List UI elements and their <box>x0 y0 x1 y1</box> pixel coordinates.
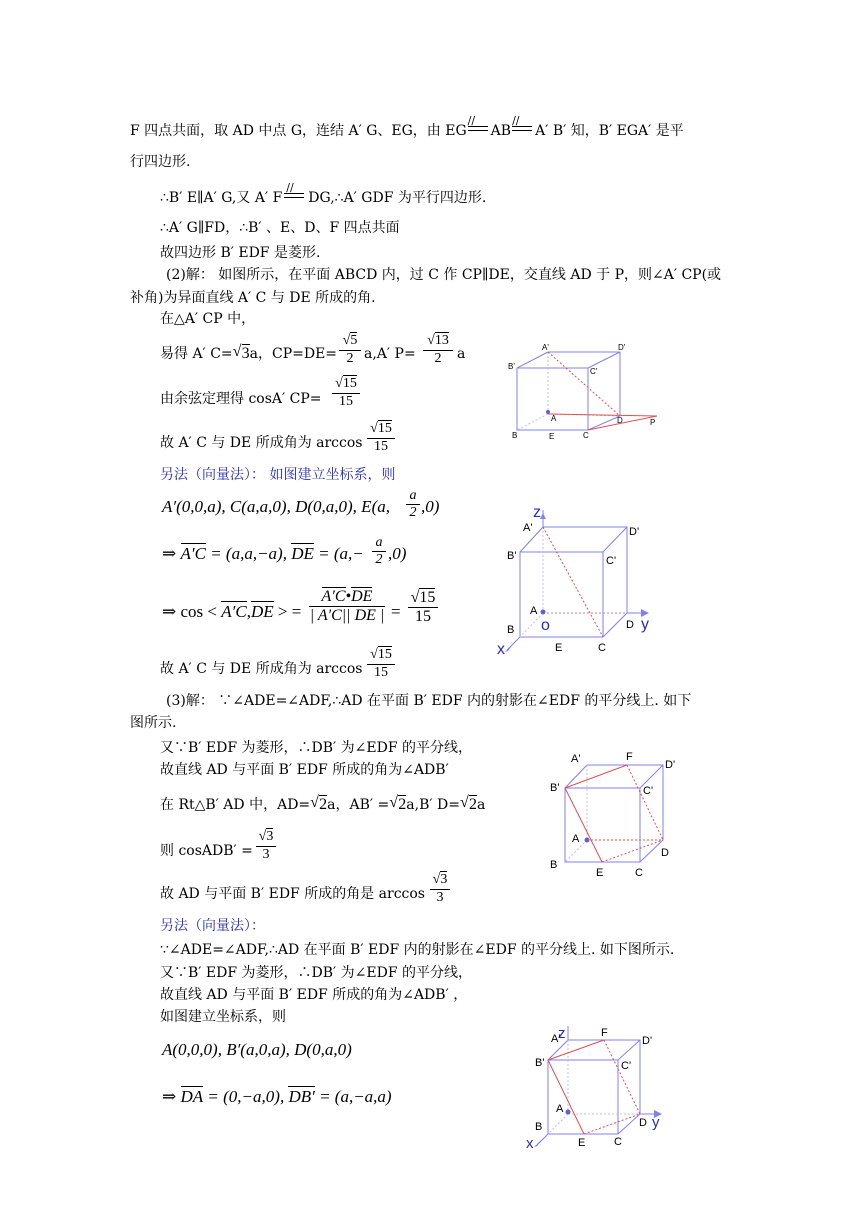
label: B' <box>535 1057 545 1069</box>
label: C <box>583 431 589 440</box>
label: B <box>512 431 518 440</box>
text-line: ∴A′ G∥FD，∴B′ 、E、D、F 四点共面 <box>160 220 400 236</box>
text-line: a,A′ P= <box>364 346 416 362</box>
label: E <box>578 1137 586 1149</box>
text-line: 在 Rt△B′ AD 中，AD= √ 2a，AB′ = √ 2a,B′ D= √ 2a <box>160 794 486 813</box>
text-line: 在△A′ CP 中， <box>160 311 256 327</box>
label: P <box>650 418 656 427</box>
axis-label: y <box>641 616 649 633</box>
line-a1-d <box>548 352 620 416</box>
label: A <box>572 833 580 845</box>
text-line: 故直线 AD 与平面 B′ EDF 所成的角为∠ADB′ <box>160 762 449 778</box>
text-line: 故 A′ C 与 DE 所成角为 arccos <box>160 435 363 451</box>
text-line: 易得 A′ C= √ 3a，CP=DE= <box>160 343 338 362</box>
hidden-edge <box>517 414 548 430</box>
fraction-a-over-2: $\frac{a}{2}$ <box>372 535 386 568</box>
line-b1-e <box>565 788 602 862</box>
math-line-vectors: ⇒ DA = (0,−a,0), DB′ = (a,−a,a) <box>162 1087 392 1106</box>
label: B' <box>550 782 560 794</box>
label: D <box>617 416 623 425</box>
text-line: 故 A′ C 与 DE 所成角为 arccos <box>160 661 363 677</box>
label: A' <box>523 522 533 534</box>
text-line: F 四点共面，取 AD 中点 G，连结 A′ G、EG，由 EG // AB // A′ B′ 知，B′ EGA′ 是平 <box>130 114 684 139</box>
label: D <box>626 619 634 631</box>
math-line-coords: A(0,0,0), B′(a,0,a), D(0,a,0) <box>162 1040 352 1059</box>
label: C' <box>643 785 654 797</box>
label: C' <box>621 1060 632 1072</box>
text-line: (3)解： ∵∠ADE=∠ADF,∴AD 在平面 B′ EDF 内的射影在∠EDF 的平分线上. 如下 <box>166 693 692 709</box>
label: E <box>555 642 563 654</box>
label: C' <box>606 555 617 567</box>
text-line: 行四边形. <box>130 154 191 170</box>
label: B <box>535 1121 543 1133</box>
math-line-end: ,0) <box>388 544 407 563</box>
label: D <box>661 847 669 859</box>
axis-label: x <box>497 641 505 658</box>
text-line: 故直线 AD 与平面 B′ EDF 所成的角为∠ADB′ ， <box>160 987 468 1003</box>
text-line: (2)解： 如图所示，在平面 ABCD 内，过 C 作 CP∥DE，交直线 AD 于 P，则∠A′ CP(或 <box>166 267 722 283</box>
math-line-cos: ⇒ cos < A′C,DE > = <box>162 602 302 621</box>
fraction-sqrt15-over-15: $\frac{√15}{15}$ <box>332 376 360 410</box>
label: D' <box>665 759 676 771</box>
line-a-p <box>548 414 657 416</box>
fraction-sqrt13-over-2: $\frac{√13}{2}$ <box>423 333 453 367</box>
cube-outline <box>517 352 620 430</box>
cube-figure-1 <box>505 340 675 445</box>
label: A <box>556 1103 564 1115</box>
cube-figure-2 <box>495 505 665 660</box>
axis-label: o <box>541 617 550 634</box>
label: A <box>530 605 538 617</box>
label: D' <box>629 526 640 538</box>
label: A' <box>571 753 581 765</box>
label: B <box>507 624 515 636</box>
math-line-end: ,0) <box>421 497 440 516</box>
method-heading: 另法（向量法）： 如图建立坐标系，则 <box>160 467 396 483</box>
text-line: 补角)为异面直线 A′ C 与 DE 所成的角. <box>130 290 376 306</box>
fraction-sqrt15-over-15: $\frac{√15}{15}$ <box>367 421 395 455</box>
label: B' <box>508 362 515 371</box>
method-heading: 另法（向量法）： <box>160 918 265 934</box>
label: D' <box>642 1035 653 1047</box>
label: D' <box>618 343 626 352</box>
line-a1-c <box>543 527 603 637</box>
axis-label: y <box>652 1114 660 1131</box>
label: C <box>598 642 606 654</box>
label: A' <box>551 1033 561 1045</box>
label: B' <box>507 550 517 562</box>
fraction-sqrt15-over-15: $\frac{√15}{15}$ <box>367 647 395 681</box>
math-eq: = <box>391 602 401 621</box>
label: A' <box>542 343 549 352</box>
x-arrow-icon <box>505 644 513 652</box>
text-line: 故 AD 与平面 B′ EDF 所成的角是 arccos <box>160 886 425 902</box>
text-line: 则 cosADB′ = <box>160 843 253 859</box>
label: F <box>601 1027 608 1039</box>
text-line: ∵∠ADE=∠ADF,∴AD 在平面 B′ EDF 内的射影在∠EDF 的平分线上. 如下图所示. <box>160 942 675 958</box>
text-line: a <box>457 346 466 362</box>
label: C' <box>590 367 598 376</box>
math-line-vectors: ⇒ A′C = (a,a,−a), DE = (a,− <box>162 544 364 563</box>
fraction-sqrt3-over-3: $\frac{√3}{3}$ <box>430 872 450 906</box>
label: D <box>639 1117 647 1129</box>
math-line-coords: A′(0,0,a), C(a,a,0), D(0,a,0), E(a, <box>162 497 390 516</box>
axis-label: z <box>533 504 541 521</box>
fraction-dot-product: $\frac{A'C•DE}{| A'C|| DE |}$ <box>309 588 385 624</box>
label: F <box>626 751 633 763</box>
label: C <box>635 867 643 879</box>
fraction-sqrt3-over-3: $\frac{√3}{3}$ <box>256 829 276 863</box>
text-line: 故四边形 B′ EDF 是菱形. <box>160 245 321 261</box>
label: E <box>596 867 604 879</box>
text-line: 又∵B′ EDF 为菱形，∴DB′ 为∠EDF 的平分线， <box>160 965 473 981</box>
label: B <box>550 859 558 871</box>
label: C <box>614 1136 622 1148</box>
line-b1-f <box>565 765 627 788</box>
origin-point <box>541 610 546 615</box>
fraction-sqrt15-over-15: $\frac{√15}{15}$ <box>408 589 438 626</box>
axis-label: z <box>558 1025 566 1042</box>
point-a <box>546 410 550 414</box>
text-line: ∴B′ E∥A′ G,又 A′ F // DG,∴A′ GDF 为平行四边形. <box>160 181 487 206</box>
label: E <box>549 432 555 441</box>
x-arrow-icon <box>534 1139 542 1147</box>
text-line: 由余弦定理得 cosA′ CP= <box>160 391 322 407</box>
fraction-a-over-2: $\frac{a}{2}$ <box>406 488 420 521</box>
cube-figure-4 <box>520 1018 670 1153</box>
text-line: 如图建立坐标系，则 <box>160 1009 286 1025</box>
fraction-sqrt5-over-2: $\frac{√5}{2}$ <box>339 333 361 367</box>
cube-figure-3 <box>545 750 685 880</box>
text-line: 图所示. <box>130 715 177 731</box>
text-line: 又∵B′ EDF 为菱形，∴DB′ 为∠EDF 的平分线， <box>160 740 473 756</box>
axis-label: x <box>526 1135 534 1152</box>
label: A <box>551 414 557 423</box>
